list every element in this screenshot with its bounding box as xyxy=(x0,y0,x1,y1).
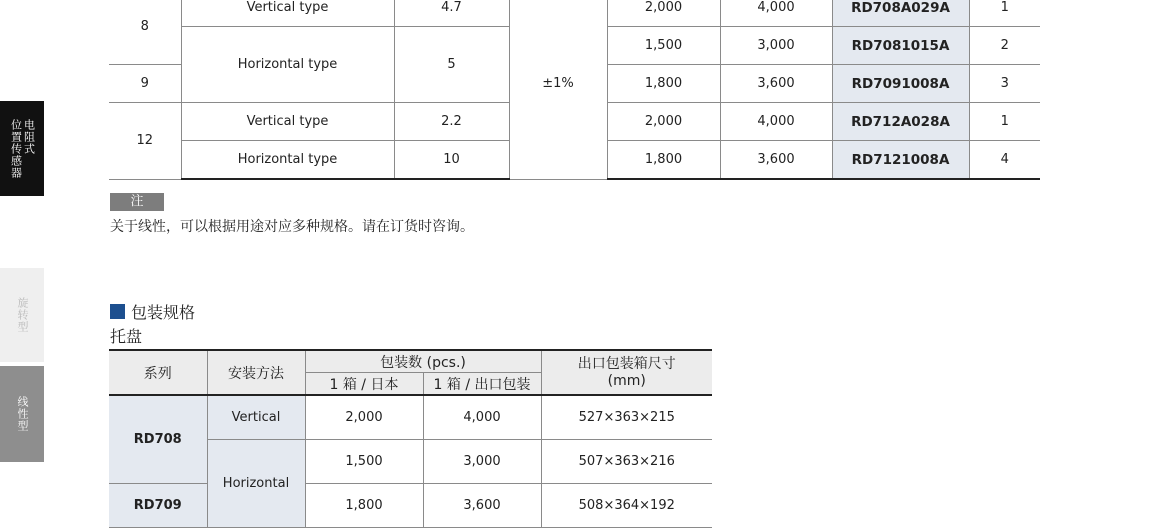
stroke-cell: 9 xyxy=(109,65,181,103)
resistance-cell: 10 xyxy=(394,141,509,180)
qty-export-cell: 3,600 xyxy=(423,484,541,528)
side-tab-rotary-type[interactable] xyxy=(0,268,44,362)
mounting-cell: Horizontal type xyxy=(181,141,394,180)
box-size-cell: 527×363×215 xyxy=(541,395,712,440)
mounting-cell: Vertical type xyxy=(181,103,394,141)
side-tab-resistive-position-sensor[interactable] xyxy=(0,101,44,196)
qty-export-cell: 3,600 xyxy=(720,65,832,103)
side-tab-label-line: 位置传感器 xyxy=(9,118,23,179)
header-series: 系列 xyxy=(109,350,207,395)
qty-export-cell: 4,000 xyxy=(423,395,541,440)
series-cell: RD708 xyxy=(109,395,207,484)
qty-export-cell: 4,000 xyxy=(720,103,832,141)
qty-japan-cell: 1,500 xyxy=(305,440,423,484)
header-qty-japan: 1 箱 / 日本 xyxy=(305,373,423,396)
part-number-cell: RD7091008A xyxy=(832,65,969,103)
table-row xyxy=(109,395,712,440)
qty-export-cell: 4,000 xyxy=(720,0,832,27)
tolerance-cell: ±1% xyxy=(509,0,607,179)
qty-japan-cell: 1,800 xyxy=(607,141,720,180)
part-number-cell: RD708A029A xyxy=(832,0,969,27)
resistance-cell: 2.2 xyxy=(394,103,509,141)
section-heading xyxy=(110,300,195,323)
section-subtitle: 托盘 xyxy=(110,327,143,346)
note-badge: 注 xyxy=(110,193,164,211)
header-mounting-method: 安装方法 xyxy=(207,350,305,395)
qty-export-cell: 3,600 xyxy=(720,141,832,180)
side-tab-label-line: 电阻式 xyxy=(22,118,36,155)
part-number-cell: RD7121008A xyxy=(832,141,969,180)
square-bullet-icon xyxy=(110,304,125,319)
stroke-cell: 8 xyxy=(109,0,181,65)
section-title: 包装规格 xyxy=(131,303,196,322)
note-number-cell: 3 xyxy=(969,65,1040,103)
method-cell: Vertical xyxy=(207,395,305,440)
header-qty-export: 1 箱 / 出口包装 xyxy=(423,373,541,396)
spec-table xyxy=(109,0,1040,180)
resistance-cell: 4.7 xyxy=(394,0,509,27)
box-size-cell: 507×363×216 xyxy=(541,440,712,484)
qty-japan-cell: 2,000 xyxy=(305,395,423,440)
qty-export-cell: 3,000 xyxy=(423,440,541,484)
mounting-cell: Vertical type xyxy=(181,0,394,27)
stroke-cell: 12 xyxy=(109,103,181,180)
part-number-cell: RD712A028A xyxy=(832,103,969,141)
note-number-cell: 4 xyxy=(969,141,1040,180)
note-number-cell: 1 xyxy=(969,0,1040,27)
qty-japan-cell: 1,500 xyxy=(607,27,720,65)
table-row xyxy=(109,484,712,528)
side-tab-label-line: 线性型 xyxy=(16,396,29,432)
header-box-size xyxy=(541,350,712,395)
qty-export-cell: 3,000 xyxy=(720,27,832,65)
table-row xyxy=(109,0,1040,27)
note-text: 关于线性，可以根据用途对应多种规格。请在订货时咨询。 xyxy=(110,219,474,235)
method-cell: Horizontal xyxy=(207,440,305,528)
note-number-cell: 2 xyxy=(969,27,1040,65)
part-number-cell: RD7081015A xyxy=(832,27,969,65)
resistance-cell: 5 xyxy=(394,27,509,103)
mounting-cell: Horizontal type xyxy=(181,27,394,103)
qty-japan-cell: 1,800 xyxy=(607,65,720,103)
note-number-cell: 1 xyxy=(969,103,1040,141)
header-box-size-line1: 出口包装箱尺寸 xyxy=(577,355,676,372)
qty-japan-cell: 2,000 xyxy=(607,103,720,141)
header-packing-quantity: 包装数 (pcs.) xyxy=(305,350,541,373)
qty-japan-cell: 2,000 xyxy=(607,0,720,27)
qty-japan-cell: 1,800 xyxy=(305,484,423,528)
packaging-table xyxy=(109,349,712,528)
box-size-cell: 508×364×192 xyxy=(541,484,712,528)
series-cell: RD709 xyxy=(109,484,207,528)
header-box-size-line2: (mm) xyxy=(607,372,646,389)
side-tab-linear-type[interactable] xyxy=(0,366,44,462)
table-header-row xyxy=(109,350,712,373)
side-tab-label-line: 旋转型 xyxy=(16,297,29,333)
